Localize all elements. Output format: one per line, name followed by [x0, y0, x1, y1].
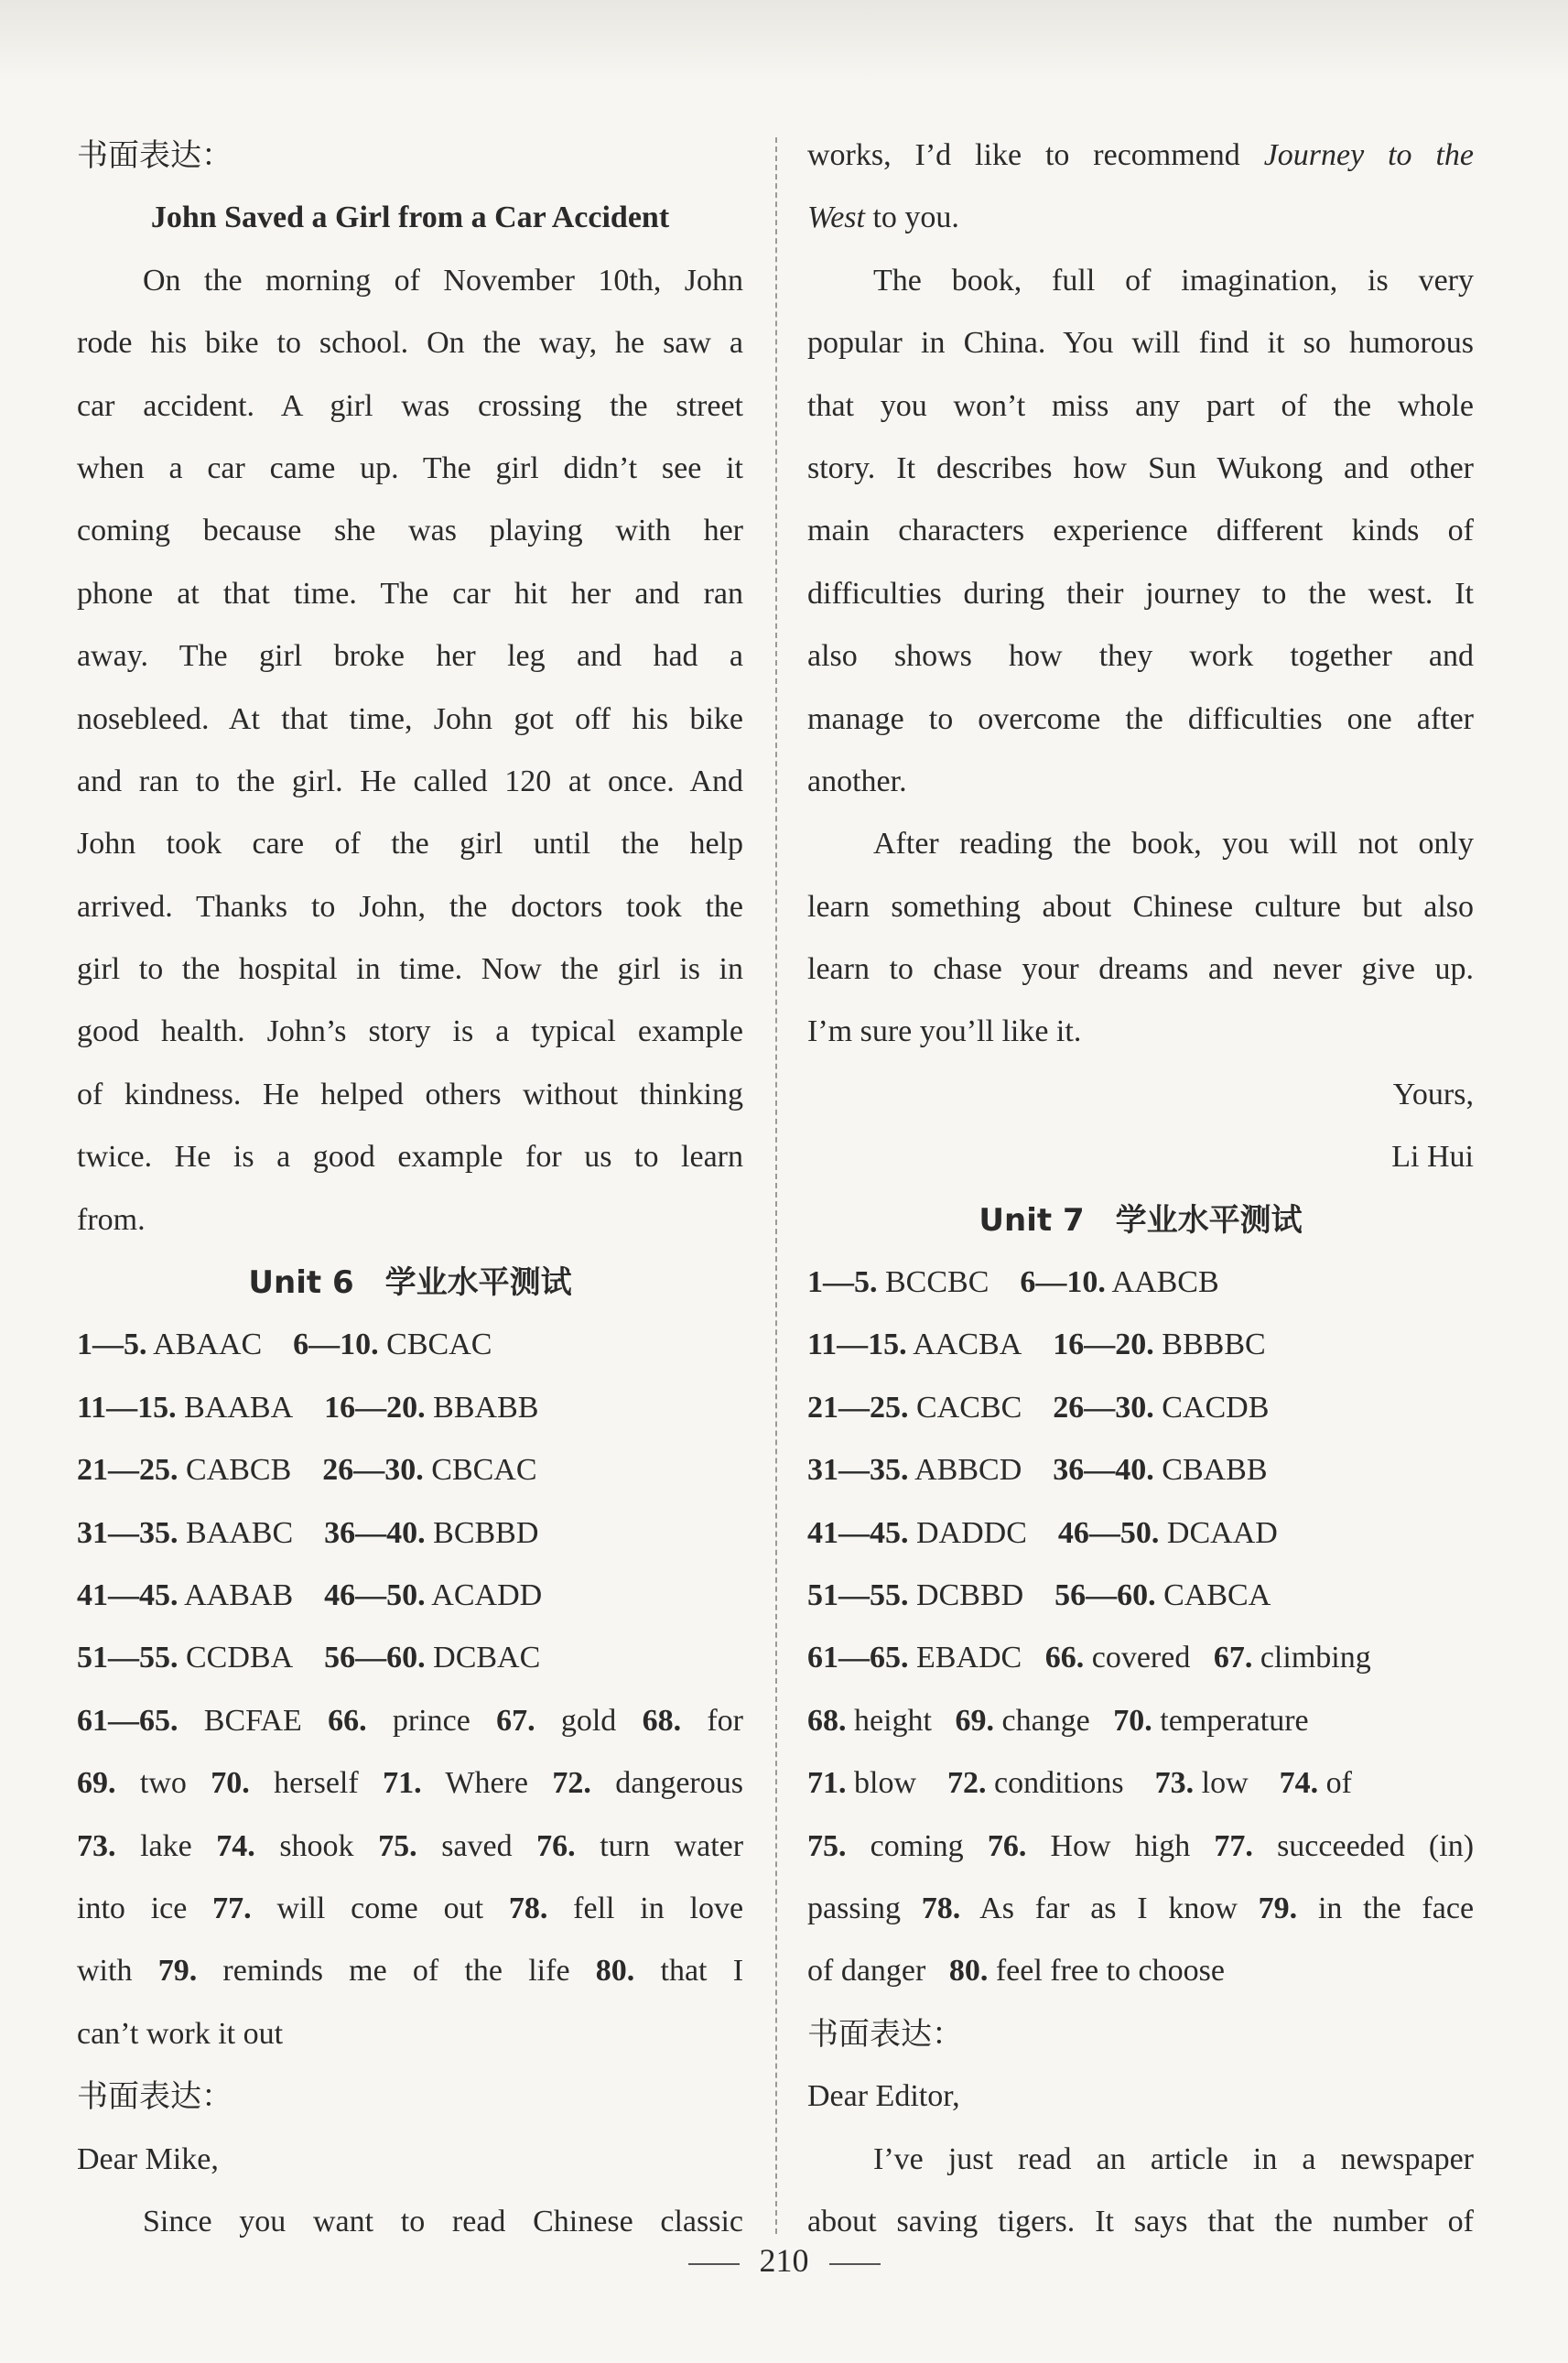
unit-6-fill-answers [77, 1690, 743, 2065]
letter-line: story. It describes how Sun Wukong and other [807, 450, 1474, 485]
letter-greeting: Dear Mike, [77, 2141, 219, 2176]
letter-line: West to you. [807, 201, 959, 235]
letter-line: Since you want to read Chinese classic [143, 2204, 743, 2238]
letter-line: learn something about Chinese culture but also [807, 889, 1474, 924]
letter-line: I’m sure you’ll like it. [807, 1014, 1082, 1049]
letter-line: difficulties during their journey to the west. It [807, 576, 1474, 611]
left-column [77, 125, 743, 2253]
story-line: arrived. Thanks to John, the doctors took the [77, 889, 743, 924]
answer-row: 11—15. AACBA 16—20. BBBBC [807, 1328, 1266, 1362]
scan-top-shade [0, 0, 1568, 82]
story-line: rode his bike to school. On the way, he saw a [77, 326, 743, 361]
page-number: 210 [759, 2242, 809, 2279]
letter-line: After reading the book, you will not only [873, 827, 1474, 862]
letter-line: also shows how they work together and [807, 639, 1474, 674]
unit-6-answer-list [77, 1314, 743, 1689]
letter-signature: Li Hui [1391, 1140, 1474, 1175]
fill-row: 61—65. BCFAE 66. prince 67. gold 68. for [77, 1703, 743, 1738]
answer-row: 51—55. CCDBA 56—60. DCBAC [77, 1641, 541, 1675]
fill-row: 69. two 70. herself 71. Where 72. dangerous [77, 1766, 743, 1801]
writing-section-label: 书面表达： [77, 137, 232, 174]
answer-row: 41—45. AABAB 46—50. ACADD [77, 1577, 543, 1612]
writing-section-label: 书面表达： [77, 2078, 232, 2116]
answer-row: 11—15. BAABA 16—20. BBABB [77, 1390, 539, 1425]
unit-7-answer-list [807, 1252, 1474, 1627]
writing-section-label: 书面表达： [807, 2015, 963, 2053]
fill-row: into ice 77. will come out 78. fell in love [77, 1891, 743, 1925]
answer-row: 1—5. ABAAC 6—10. CBCAC [77, 1328, 492, 1362]
column-divider [775, 137, 777, 2234]
fill-row: 68. height 69. change 70. temperature [807, 1703, 1309, 1738]
answer-row: 41—45. DADDC 46—50. DCAAD [807, 1515, 1278, 1550]
letter-line: that you won’t miss any part of the whole [807, 388, 1474, 423]
story-line: and ran to the girl. He called 120 at once. And [77, 764, 743, 798]
page-footer [0, 2238, 1568, 2283]
answer-row: 1—5. BCCBC 6—10. AABCB [807, 1265, 1219, 1300]
story-line: John took care of the girl until the help [77, 827, 743, 862]
story-line: girl to the hospital in time. Now the girl is in [77, 952, 743, 987]
letter-line: I’ve just read an article in a newspaper [873, 2141, 1474, 2176]
letter-line: popular in China. You will find it so humorous [807, 326, 1474, 361]
unit-6-heading: Unit 6 学业水平测试 [248, 1264, 572, 1302]
letter-line: works, I’d like to recommend Journey to the [807, 138, 1474, 172]
unit-7-fill-answers [807, 1627, 1474, 2002]
letter-line: another. [807, 764, 907, 798]
story-line: car accident. A girl was crossing the street [77, 388, 743, 423]
fill-row: passing 78. As far as I know 79. in the face [807, 1891, 1474, 1925]
answer-row: 31—35. ABBCD 36—40. CBABB [807, 1453, 1268, 1488]
footer-dash-right [829, 2263, 881, 2265]
letter-line: about saving tigers. It says that the number of [807, 2204, 1474, 2238]
story-line: twice. He is a good example for us to learn [77, 1140, 743, 1175]
unit-7-heading: Unit 7 学业水平测试 [979, 1201, 1303, 1239]
story-line: away. The girl broke her leg and had a [77, 639, 743, 674]
fill-row: can’t work it out [77, 2016, 284, 2051]
answer-row: 51—55. DCBBD 56—60. CABCA [807, 1577, 1271, 1612]
story-line: of kindness. He helped others without thinking [77, 1077, 743, 1111]
story-line: phone at that time. The car hit her and ran [77, 576, 743, 611]
fill-row: 73. lake 74. shook 75. saved 76. turn water [77, 1828, 743, 1863]
fill-row: 61—65. EBADC 66. covered 67. climbing [807, 1641, 1371, 1675]
story-paragraph [77, 250, 743, 1252]
fill-row: 71. blow 72. conditions 73. low 74. of [807, 1766, 1352, 1801]
answer-row: 21—25. CABCB 26—30. CBCAC [77, 1453, 537, 1488]
story-line: when a car came up. The girl didn’t see it [77, 450, 743, 485]
fill-row: of danger 80. feel free to choose [807, 1954, 1225, 1989]
story-line: good health. John’s story is a typical example [77, 1014, 743, 1049]
footer-dash-left [688, 2263, 740, 2265]
right-column [807, 125, 1474, 2253]
book-title: Journey to the [1263, 138, 1474, 172]
story-line: nosebleed. At that time, John got off his bike [77, 701, 743, 736]
letter-body [807, 250, 1474, 1064]
letter-line: manage to overcome the difficulties one after [807, 701, 1474, 736]
story-line: coming because she was playing with her [77, 514, 743, 548]
letter-line: main characters experience different kinds of [807, 514, 1474, 548]
letter-greeting: Dear Editor, [807, 2079, 960, 2114]
story-title: John Saved a Girl from a Car Accident [150, 201, 670, 235]
answer-row: 31—35. BAABC 36—40. BCBBD [77, 1515, 539, 1550]
letter-line: The book, full of imagination, is very [873, 263, 1474, 298]
story-line: On the morning of November 10th, John [143, 263, 743, 298]
letter-closing: Yours, [1392, 1077, 1474, 1111]
letter-line: learn to chase your dreams and never give up. [807, 952, 1474, 987]
answer-row: 21—25. CACBC 26—30. CACDB [807, 1390, 1270, 1425]
fill-row: 75. coming 76. How high 77. succeeded (in) [807, 1828, 1474, 1863]
book-title: West [807, 201, 865, 235]
fill-row: with 79. reminds me of the life 80. that I [77, 1954, 743, 1989]
story-line: from. [77, 1202, 146, 1237]
